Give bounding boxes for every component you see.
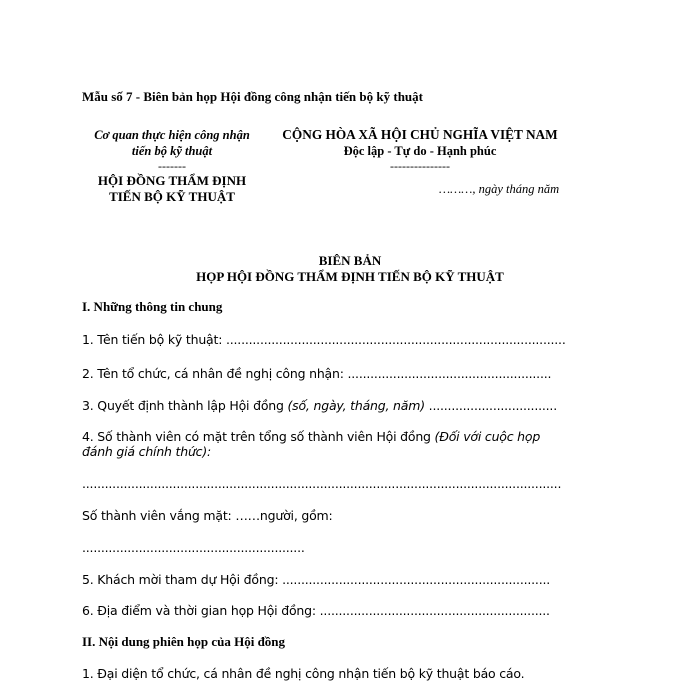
council-name-line-2: TIẾN BỘ KỸ THUẬT — [109, 189, 235, 204]
fill-line-long: ............................................................................................................................... — [82, 476, 562, 491]
section-2-heading: II. Nội dung phiên họp của Hội đồng — [82, 634, 286, 649]
item-technical-advance-name: 1. Tên tiến bộ kỹ thuật: .......................................................................................... — [82, 332, 566, 347]
item3-hint: (số, ngày, tháng, năm) — [287, 398, 425, 413]
item-applicant-report: 1. Đại diện tổ chức, cá nhân đề nghị công nhận tiến bộ kỹ thuật báo cáo. — [82, 666, 525, 681]
item3-label: 3. Quyết định thành lập Hội đồng — [82, 398, 288, 413]
national-motto-block — [272, 127, 568, 173]
item3-dots: .................................. — [424, 398, 557, 413]
motto-divider: --------------- — [390, 159, 450, 173]
item-applicant-name: 2. Tên tổ chức, cá nhân đề nghị công nhận: ...................................................... — [82, 366, 552, 381]
place-date-line: ………, ngày tháng năm — [439, 182, 560, 196]
document-subtitle: HỌP HỘI ĐỒNG THẨM ĐỊNH TIẾN BỘ KỸ THUẬT — [196, 269, 504, 284]
national-motto: Độc lập - Tự do - Hạnh phúc — [343, 144, 497, 158]
item-members-absent: Số thành viên vắng mặt: ……người, gồm: — [82, 508, 333, 523]
item4-label: 4. Số thành viên có mặt trên tổng số thành viên Hội đồng — [82, 429, 435, 444]
issuing-agency-block — [82, 127, 262, 205]
item-members-present — [82, 429, 560, 459]
item-council-decision — [82, 398, 557, 413]
fill-line-short: ........................................................... — [82, 540, 305, 555]
item-guests: 5. Khách mời tham dự Hội đồng: ....................................................................... — [82, 572, 551, 587]
document-title: BIÊN BẢN — [318, 253, 382, 268]
item4-hint: (Đối với cuộc họp đánh giá chính thức): — [82, 429, 541, 459]
agency-divider: ------- — [158, 159, 186, 173]
item-location-time: 6. Địa điểm và thời gian họp Hội đồng: ............................................................. — [82, 603, 550, 618]
council-name-line-1: HỘI ĐỒNG THẨM ĐỊNH — [97, 173, 247, 188]
country-name: CỘNG HÒA XÃ HỘI CHỦ NGHĨA VIỆT NAM — [282, 127, 558, 142]
section-1-heading: I. Những thông tin chung — [82, 299, 223, 314]
agency-line-1: Cơ quan thực hiện công nhận — [94, 128, 250, 142]
agency-line-2: tiến bộ kỹ thuật — [131, 144, 213, 158]
form-identifier: Mẫu số 7 - Biên bản họp Hội đồng công nhận tiến bộ kỹ thuật — [82, 89, 423, 104]
